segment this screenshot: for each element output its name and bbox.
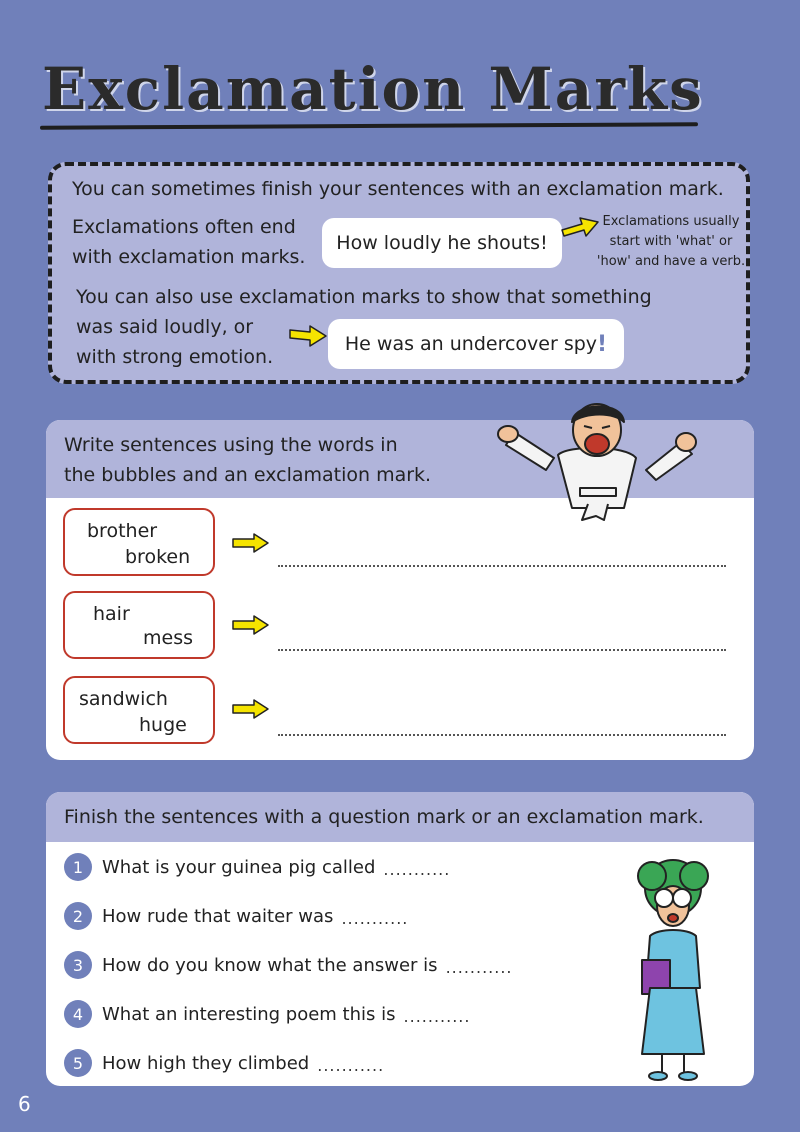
- arrow-icon: [230, 698, 270, 720]
- teacher-woman-icon: [618, 858, 728, 1084]
- example-bubble-2: [328, 319, 624, 369]
- page-title: Exclamation Marks: [42, 55, 704, 123]
- question-number: 3: [64, 951, 92, 979]
- info-line-2a: Exclamations often end: [72, 216, 296, 238]
- example-bubble-1: How loudly he shouts!: [322, 218, 562, 268]
- info-box: [48, 162, 750, 384]
- question-text: How rude that waiter was: [102, 905, 334, 927]
- word-bubble-3-word-2: huge: [139, 714, 187, 736]
- answer-blank[interactable]: ...........: [317, 1055, 385, 1075]
- title-underline: [40, 122, 698, 129]
- question-5: [64, 1048, 384, 1078]
- note-line-3: 'how' and have a verb.: [596, 254, 746, 269]
- word-bubble-2: [63, 591, 215, 659]
- page-number: 6: [18, 1092, 31, 1116]
- question-3: [64, 950, 513, 980]
- exclamation-note: [596, 212, 746, 272]
- word-bubble-3-word-1: sandwich: [79, 688, 168, 710]
- exclamation-mark-highlight: !: [597, 331, 608, 357]
- finish-sentences-panel: [46, 792, 754, 1086]
- finish-sentences-header: [46, 792, 754, 842]
- answer-blank[interactable]: ...........: [403, 1006, 471, 1026]
- question-number: 4: [64, 1000, 92, 1028]
- word-bubble-2-word-1: hair: [93, 603, 130, 625]
- info-line-1: You can sometimes finish your sentences with an exclamation mark.: [72, 178, 724, 200]
- example-2-text: He was an undercover spy: [344, 333, 598, 355]
- answer-line-2[interactable]: [278, 649, 726, 651]
- answer-line-1[interactable]: [278, 565, 726, 567]
- question-text: What is your guinea pig called: [102, 856, 376, 878]
- pointing-arrow-icon: [558, 216, 600, 242]
- info-line-3b: was said loudly, or: [76, 316, 254, 338]
- info-line-3a: You can also use exclamation marks to show that something: [76, 286, 652, 308]
- question-text: What an interesting poem this is: [102, 1003, 396, 1025]
- arrow-icon: [230, 532, 270, 554]
- answer-blank[interactable]: ...........: [383, 859, 451, 879]
- answer-line-3[interactable]: [278, 734, 726, 736]
- info-line-3c: with strong emotion.: [76, 346, 274, 368]
- question-4: [64, 999, 470, 1029]
- shouting-karate-boy-icon: [496, 400, 706, 525]
- question-2: [64, 901, 408, 931]
- arrow-icon: [230, 614, 270, 636]
- answer-blank[interactable]: ...........: [445, 957, 513, 977]
- word-bubble-1: [63, 508, 215, 576]
- instruction-line-2: the bubbles and an exclamation mark.: [64, 464, 432, 486]
- instruction-line-1: Write sentences using the words in: [64, 434, 398, 456]
- question-number: 1: [64, 853, 92, 881]
- word-bubble-1-word-1: brother: [87, 520, 158, 542]
- info-line-2b: with exclamation marks.: [72, 246, 306, 268]
- note-line-2: start with 'what' or: [609, 234, 733, 249]
- word-bubble-1-word-2: broken: [125, 546, 191, 568]
- question-number: 2: [64, 902, 92, 930]
- word-bubble-2-word-2: mess: [143, 627, 193, 649]
- question-number: 5: [64, 1049, 92, 1077]
- note-line-1: Exclamations usually: [602, 214, 740, 229]
- pointing-arrow-icon: [288, 322, 328, 348]
- question-1: [64, 852, 450, 882]
- question-text: How do you know what the answer is: [102, 954, 438, 976]
- section-2-instruction: Finish the sentences with a question mark or an exclamation mark.: [64, 806, 704, 828]
- answer-blank[interactable]: ...........: [341, 908, 409, 928]
- word-bubble-3: [63, 676, 215, 744]
- question-text: How high they climbed: [102, 1052, 310, 1074]
